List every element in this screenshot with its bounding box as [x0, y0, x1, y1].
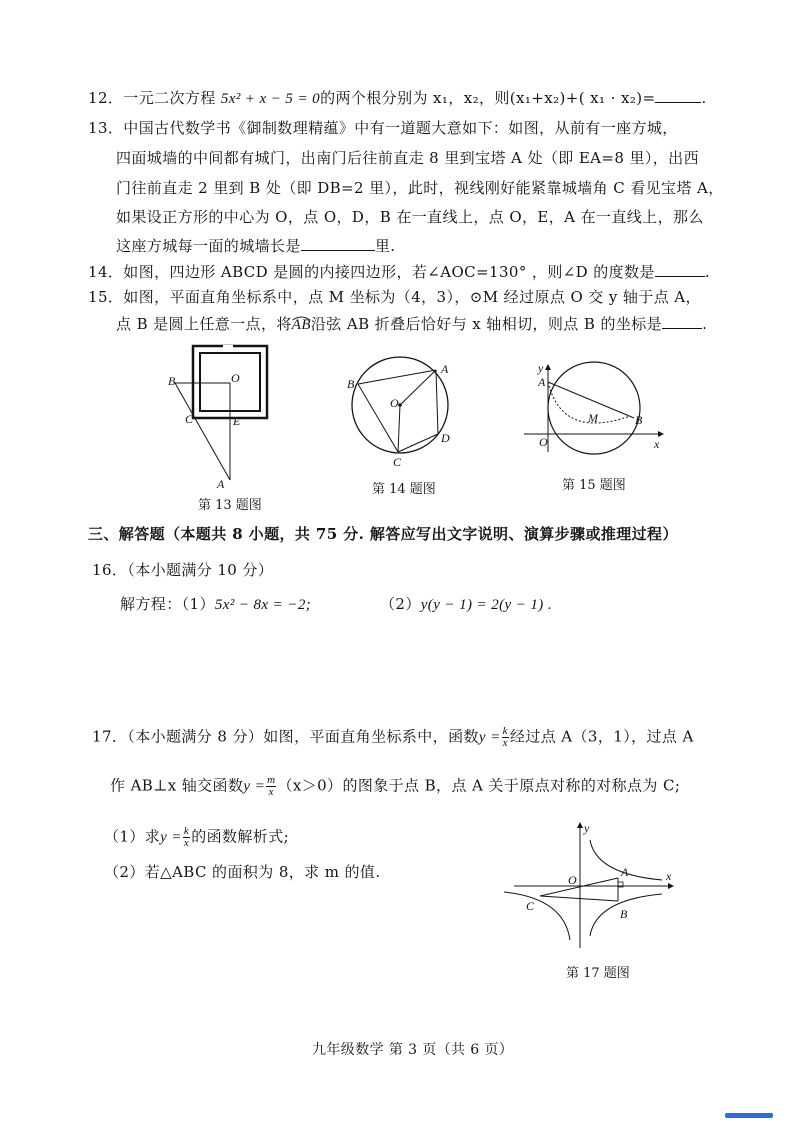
fig14-bc [358, 384, 398, 452]
q17-func2-numerator: m [267, 774, 276, 786]
q16-part2-label: （2） [380, 595, 421, 613]
page-footer: 九年级数学 第 3 页（共 6 页） [312, 1042, 514, 1058]
q16-score: （本小题满分 10 分） [127, 561, 274, 579]
q16-part2-equation: y(y − 1) = 2(y − 1) . [420, 597, 552, 613]
q12-text-b: 的两个根分别为 x₁，x₂，则(x₁+x₂)+( x₁ · x₂)= [320, 89, 656, 107]
fig15-label-y: y [538, 361, 544, 375]
q17-text-line2a: 作 AB⊥x 轴交函数 [110, 776, 244, 795]
fig13-caption: 第 13 题图 [198, 498, 262, 513]
q13-line3: 门往前直走 2 里到 B 处（即 DB=2 里），此时，视线刚好能紧靠城墙角 C 看见宝塔 A， [116, 179, 724, 197]
fig15-label-b: B [635, 413, 643, 427]
q17-sub1-y: y = [160, 829, 182, 846]
fig15-caption: 第 15 题图 [562, 478, 626, 493]
figure-17 [510, 818, 685, 953]
q15-text-line2a: 点 B 是圆上任意一点，将 [116, 315, 292, 333]
fig13-label-e: E [233, 414, 241, 428]
fig15-label-a: A [538, 375, 546, 389]
fig13-label-b: B [168, 374, 176, 388]
q12-equation: 5x² + x − 5 = 0 [220, 91, 321, 107]
q12-line: 12．一元二次方程 5x² + x − 5 = 0的两个根分别为 x₁，x₂，则(x₁+x₂)+( x₁ · x₂)= . [88, 89, 707, 107]
fig17-x-arrow [668, 883, 674, 889]
q15-text-line2b: 沿弦 AB 折叠后恰好与 x 轴相切，则点 B 的坐标是 [310, 315, 663, 333]
q16-equations [120, 594, 311, 615]
fig17-label-x: x [666, 869, 672, 883]
q17-sub1-denominator: x [183, 837, 190, 849]
q17-func1-denominator: x [502, 737, 508, 749]
fig14-label-d: D [441, 431, 450, 445]
q17-number: 17． [92, 727, 128, 746]
fig13-label-c: C [185, 412, 194, 426]
q13-text-line1: 中国古代数学书《御制数理精蕴》中有一道题大意如下：如图，从前有一座方城， [123, 119, 678, 137]
q17-line2 [110, 775, 680, 798]
q16-part2 [380, 594, 552, 615]
q16-part1-equation: 5x² − 8x = −2; [214, 597, 312, 613]
q17-func1-numerator: k [502, 725, 508, 737]
q17-sub1-text-a: （1）求 [104, 827, 161, 846]
q17-text-line2b: （x＞0）的图象于点 B，点 A 关于原点对称的对称点为 C; [277, 776, 681, 795]
figure-13 [165, 340, 285, 490]
fig17-curve-k-quadrant3 [504, 892, 570, 940]
q13-text-line5a: 这座方城每一面的城墙长是 [116, 237, 301, 255]
fig15-circle-m [548, 362, 640, 454]
q17-text-line1b: 经过点 A（3，1），过点 A [509, 727, 694, 746]
fig14-label-c: C [393, 455, 402, 469]
q17-line1 [92, 726, 694, 749]
scan-edge-mark [725, 1113, 773, 1118]
q12-number: 12． [88, 89, 124, 107]
q17-sub1-text-b: 的函数解析式; [191, 827, 290, 846]
q16-prompt: 解方程： [120, 595, 182, 613]
figure-14 [340, 348, 460, 473]
q16-title [92, 560, 273, 580]
q16-number: 16． [92, 561, 128, 579]
fig17-segment-ca [540, 878, 618, 896]
fig17-label-o: O [568, 873, 577, 887]
fig17-label-b: B [620, 907, 628, 921]
q17-sub1-fraction [183, 826, 190, 849]
q17-score: （本小题满分 8 分） [127, 727, 264, 746]
fig13-line-ba [175, 383, 230, 480]
fig14-label-a: A [441, 362, 449, 376]
q17-func2-y: y = [243, 778, 266, 795]
fig13-label-o: O [231, 371, 240, 385]
fig14-label-b: B [347, 377, 355, 391]
q13-line2: 四面城墙的中间都有城门，出南门后往前直走 8 里到宝塔 A 处（即 EA=8 里），出西 [116, 149, 699, 167]
q17-text-line1a: 如图，平面直角坐标系中，函数 [263, 727, 479, 746]
q15-number: 15． [88, 288, 124, 306]
q12-text-a: 一元二次方程 [123, 89, 221, 107]
q14-number: 14． [88, 263, 124, 281]
q15-arc-symbol [293, 317, 310, 320]
figure-15 [522, 362, 667, 457]
q17-func1-fraction [502, 726, 509, 749]
section3-heading: 三、解答题（本题共 8 小题，共 75 分. 解答应写出文字说明、演算步骤或推理过程） [88, 525, 678, 543]
fig14-ad [436, 370, 438, 434]
fig14-label-o: O [390, 396, 399, 410]
q14-text-b: . [704, 263, 711, 281]
fig15-label-x: x [654, 437, 660, 451]
fig15-label-m: M [588, 411, 598, 425]
q17-sub2: （2）若△ABC 的面积为 8，求 m 的值. [104, 863, 381, 881]
fig17-y-arrow [577, 822, 583, 828]
q17-sub1-numerator: k [183, 825, 190, 837]
q17-func1-y: y = [478, 729, 501, 746]
fig17-caption: 第 17 题图 [566, 966, 630, 981]
q13-text-line5b: 里. [374, 237, 396, 255]
q14-text-a: 如图，四边形 ABCD 是圆的内接四边形，若∠AOC=130° ，则∠D 的度数是 [123, 263, 655, 281]
fig17-label-c: C [526, 899, 535, 913]
fig15-label-o: O [539, 435, 548, 449]
q17-func2-fraction [266, 775, 276, 798]
fig17-segment-cb [540, 896, 618, 901]
fig15-y-arrow [545, 364, 551, 370]
fig17-label-y: y [584, 821, 590, 835]
fig14-oc [398, 405, 400, 452]
q17-func2-denominator: x [268, 786, 274, 798]
q15-text-line2c: . [702, 315, 708, 333]
fig13-north-gate [223, 345, 233, 349]
q15-text-line1: 如图，平面直角坐标系中，点 M 坐标为（4，3），⊙M 经过原点 O 交 y 轴于点 A， [123, 288, 701, 306]
fig14-caption: 第 14 题图 [372, 482, 436, 497]
q13-number: 13． [88, 119, 124, 137]
fig17-label-a: A [621, 865, 629, 879]
q15-arc-ab: AB [291, 317, 311, 333]
fig14-center-dot [398, 403, 402, 407]
q16-part1-label: （1） [181, 595, 215, 613]
fig13-label-a: A [217, 477, 225, 491]
q17-sub1 [104, 826, 289, 849]
q13-line4: 如果设正方形的中心为 O，点 O，D，B 在一直线上，点 O，E，A 在一直线上，那么 [116, 208, 704, 226]
